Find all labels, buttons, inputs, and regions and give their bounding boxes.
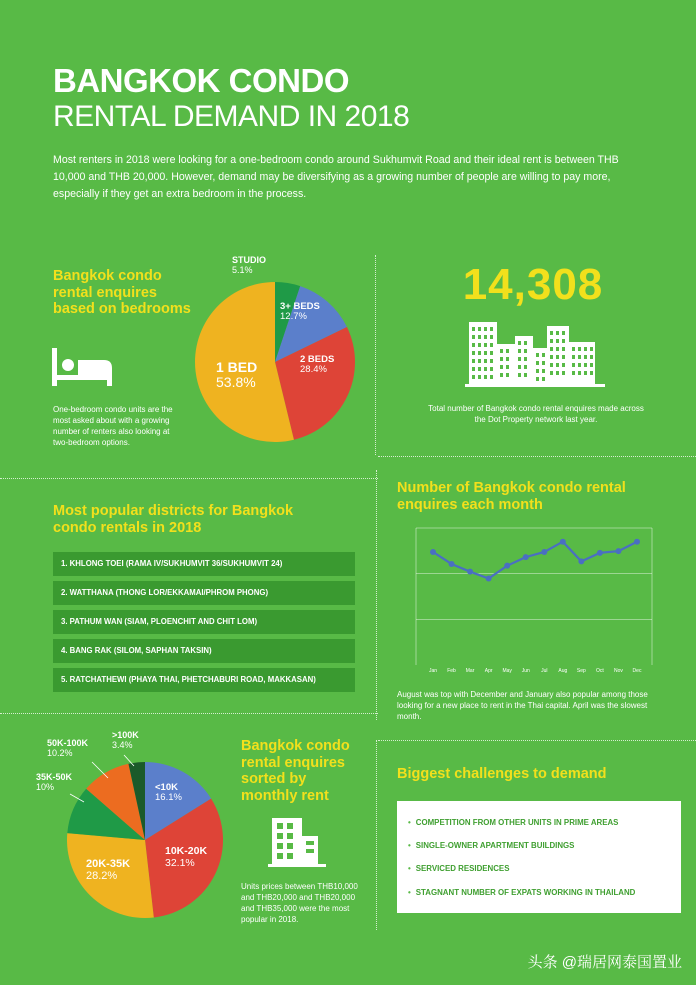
monthly-note: August was top with December and January also popular among those looking for a new place to rent in the Thai capital. April was the slowest month. xyxy=(397,690,648,721)
buildings-icon xyxy=(465,318,605,393)
data-point xyxy=(597,550,603,556)
challenge-item: • SINGLE-OWNER APARTMENT BUILDINGS xyxy=(408,841,575,850)
pie-label-studio: STUDIO 5.1% xyxy=(232,255,267,275)
x-tick-label: Nov xyxy=(614,668,623,674)
series-line xyxy=(433,542,637,579)
data-point xyxy=(541,549,547,555)
pie-label-over-100k: >100K 3.4% xyxy=(112,730,139,750)
bedrooms-note: One-bedroom condo units are the most asked about with a growing number of renters also looking at two-bedroom options. xyxy=(53,405,173,447)
x-tick-label: Aug xyxy=(558,668,568,674)
pie-label-3beds: 3+ BEDS 12.7% xyxy=(280,301,320,323)
page-title: BANGKOK CONDO xyxy=(53,62,349,99)
challenges-title: Biggest challenges to demand xyxy=(397,766,607,782)
x-tick-label: Mar xyxy=(465,668,475,674)
x-tick-label: Sep xyxy=(576,668,586,674)
divider-right-2 xyxy=(378,740,696,741)
rent-title: Bangkok condo rental enquires sorted by monthly rent xyxy=(241,738,350,804)
challenge-item: • COMPETITION FROM OTHER UNITS IN PRIME AREAS xyxy=(408,818,619,827)
pie-label-35k-50k: 35K-50K 10% xyxy=(36,772,73,792)
pie-label-2beds: 2 BEDS 28.4% xyxy=(300,354,335,376)
data-point xyxy=(634,539,640,545)
divider-vertical-top xyxy=(375,255,376,455)
district-item: 4. BANG RAK (SILOM, SAPHAN TAKSIN) xyxy=(53,639,355,663)
challenge-item: • STAGNANT NUMBER OF EXPATS WORKING IN THAILAND xyxy=(408,888,636,897)
data-point xyxy=(449,561,455,567)
data-point xyxy=(560,539,566,545)
district-item: 2. WATTHANA (THONG LOR/EKKAMAI/PHROM PHONG) xyxy=(53,581,355,605)
building-icon xyxy=(268,816,328,873)
pie-label-10k-20k: 10K-20K 32.1% xyxy=(165,845,208,869)
data-point xyxy=(486,576,492,582)
monthly-title: Number of Bangkok condo rental enquires each month xyxy=(397,480,626,513)
data-point xyxy=(615,548,621,554)
x-tick-label: Oct xyxy=(596,668,604,674)
challenges-box xyxy=(397,801,681,913)
challenge-item: • SERVICED RESIDENCES xyxy=(408,864,510,873)
bed-icon xyxy=(52,348,114,393)
data-point xyxy=(504,563,510,569)
divider-left-1 xyxy=(0,478,378,479)
pie-label-20k-35k: 20K-35K 28.2% xyxy=(86,858,131,883)
pie-label-under-10k: <10K 16.1% xyxy=(155,782,182,804)
divider-left-2 xyxy=(0,713,378,714)
districts-title: Most popular districts for Bangkok condo rentals in 2018 xyxy=(53,503,294,536)
x-tick-label: Jul xyxy=(541,668,548,674)
data-point xyxy=(523,554,529,560)
rent-note: Units prices between THB10,000 and THB20,000 and THB20,000 and THB35,000 were the most popular in 2018. xyxy=(241,882,358,924)
x-tick-label: Apr xyxy=(484,668,493,674)
district-item: 1. KHLONG TOEI (RAMA IV/SUKHUMVIT 36/SUKHUMVIT 24) xyxy=(53,552,355,576)
x-tick-label: Jan xyxy=(428,668,438,674)
data-point xyxy=(467,569,473,575)
pie-label-1bed: 1 BED 53.8% xyxy=(216,359,258,391)
pie-label-50k-100k: 50K-100K 10.2% xyxy=(47,738,89,758)
district-item: 5. RATCHATHEWI (PHAYA THAI, PHETCHABURI ROAD, MAKKASAN) xyxy=(53,668,355,692)
page-subtitle: RENTAL DEMAND IN 2018 xyxy=(53,100,410,133)
intro-paragraph: Most renters in 2018 were looking for a one-bedroom condo around Sukhumvit Road and their ideal rent is between THB 10,000 and THB 20,000. However, demand may be diversifying as a growing number of people are willing to pay more, especially if they get an extra bedroom in the process. xyxy=(53,154,619,200)
divider-vertical-middle xyxy=(376,470,377,720)
total-enquiries-number: 14,308 xyxy=(462,260,604,309)
x-tick-label: Feb xyxy=(447,668,456,674)
x-tick-label: May xyxy=(502,668,512,674)
x-tick-label: Jun xyxy=(521,668,530,674)
divider-vertical-bottom xyxy=(376,740,377,930)
x-tick-label: Dec xyxy=(632,668,642,674)
total-caption: Total number of Bangkok condo rental enquires made across the Dot Property network last year. xyxy=(428,404,644,424)
rent-pie-chart xyxy=(62,757,228,923)
data-point xyxy=(578,558,584,564)
district-item: 3. PATHUM WAN (SIAM, PLOENCHIT AND CHIT LOM) xyxy=(53,610,355,634)
monthly-line-chart xyxy=(410,520,660,680)
divider-right-1 xyxy=(378,456,696,457)
data-point xyxy=(430,549,436,555)
watermark: 头条 @瑞居网泰国置业 xyxy=(527,954,682,971)
bedrooms-title: Bangkok condo rental enquires based on bedrooms xyxy=(53,268,191,317)
